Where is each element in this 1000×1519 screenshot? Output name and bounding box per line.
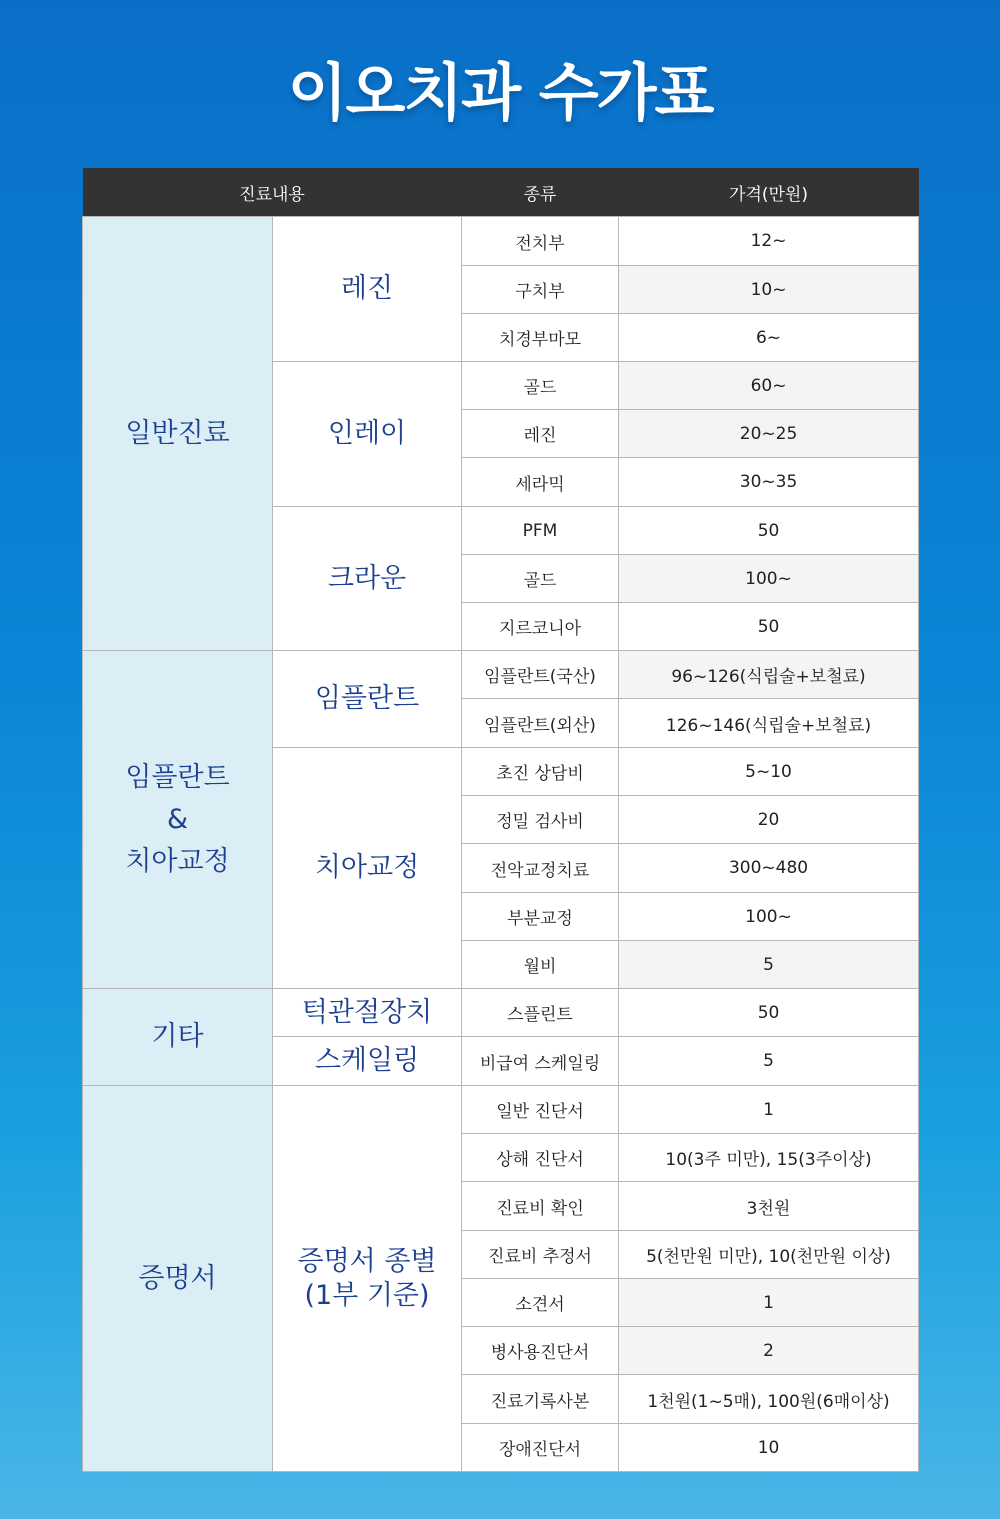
category-certificate: 증명서 (83, 1086, 273, 1472)
subcategory-implant: 임플란트 (273, 651, 462, 748)
subcategory-crown: 크라운 (273, 507, 462, 651)
kind-cell: 장애진단서 (462, 1424, 619, 1472)
header-kind: 종류 (462, 168, 619, 217)
category-etc: 기타 (83, 989, 273, 1086)
subcategory-resin: 레진 (273, 217, 462, 362)
price-cell: 30~35 (619, 458, 919, 507)
kind-cell: 치경부마모 (462, 314, 619, 362)
subcategory-inlay: 인레이 (273, 362, 462, 507)
table-row (83, 217, 919, 266)
table-row (83, 989, 919, 1037)
category-general: 일반진료 (83, 217, 273, 651)
kind-cell: 구치부 (462, 266, 619, 314)
price-cell: 100~ (619, 893, 919, 941)
price-cell: 12~ (619, 217, 919, 266)
category-line: & (166, 803, 189, 835)
kind-cell: 정밀 검사비 (462, 796, 619, 844)
category-implant-ortho (83, 651, 273, 989)
price-cell: 2 (619, 1327, 919, 1375)
subcategory-line: 증명서 종별 (297, 1245, 437, 1277)
price-cell: 50 (619, 989, 919, 1037)
price-cell: 10~ (619, 266, 919, 314)
kind-cell: 일반 진단서 (462, 1086, 619, 1134)
kind-cell: 지르코니아 (462, 603, 619, 651)
kind-cell: 골드 (462, 555, 619, 603)
price-cell: 5(천만원 미만), 10(천만원 이상) (619, 1231, 919, 1279)
kind-cell: 초진 상담비 (462, 748, 619, 796)
kind-cell: 월비 (462, 941, 619, 989)
kind-cell: 소견서 (462, 1279, 619, 1327)
price-cell: 20 (619, 796, 919, 844)
table-row (83, 1086, 919, 1134)
price-cell: 5 (619, 941, 919, 989)
page-title: 이오치과 수가표 (287, 56, 713, 129)
table-row (83, 651, 919, 699)
kind-cell: 임플란트(외산) (462, 699, 619, 748)
price-cell: 10(3주 미만), 15(3주이상) (619, 1134, 919, 1182)
kind-cell: 스플린트 (462, 989, 619, 1037)
subcategory-line: (1부 기준) (304, 1279, 430, 1311)
price-cell: 100~ (619, 555, 919, 603)
kind-cell: 전치부 (462, 217, 619, 266)
price-cell: 6~ (619, 314, 919, 362)
kind-cell: 진료비 추정서 (462, 1231, 619, 1279)
price-cell: 96~126(식립술+보철료) (619, 651, 919, 699)
header-treatment: 진료내용 (83, 168, 462, 217)
price-cell: 50 (619, 507, 919, 555)
kind-cell: 진료기록사본 (462, 1375, 619, 1424)
price-cell: 126~146(식립술+보철료) (619, 699, 919, 748)
kind-cell: 세라믹 (462, 458, 619, 507)
subcategory-cert-types (273, 1086, 462, 1472)
price-table (82, 168, 919, 1472)
category-line: 치아교정 (125, 845, 230, 877)
price-cell: 20~25 (619, 410, 919, 458)
kind-cell: 진료비 확인 (462, 1182, 619, 1231)
price-cell: 1천원(1~5매), 100원(6매이상) (619, 1375, 919, 1424)
header-price: 가격(만원) (619, 168, 919, 217)
price-cell: 5~10 (619, 748, 919, 796)
kind-cell: 병사용진단서 (462, 1327, 619, 1375)
subcategory-tmj: 턱관절장치 (273, 989, 462, 1037)
table-header-row (83, 168, 919, 217)
price-cell: 50 (619, 603, 919, 651)
subcategory-scaling: 스케일링 (273, 1037, 462, 1086)
kind-cell: PFM (462, 507, 619, 555)
price-cell: 60~ (619, 362, 919, 410)
price-cell: 1 (619, 1086, 919, 1134)
price-cell: 1 (619, 1279, 919, 1327)
kind-cell: 전악교정치료 (462, 844, 619, 893)
subcategory-ortho: 치아교정 (273, 748, 462, 989)
kind-cell: 상해 진단서 (462, 1134, 619, 1182)
price-cell: 300~480 (619, 844, 919, 893)
price-cell: 3천원 (619, 1182, 919, 1231)
kind-cell: 골드 (462, 362, 619, 410)
price-cell: 5 (619, 1037, 919, 1086)
price-cell: 10 (619, 1424, 919, 1472)
category-line: 임플란트 (125, 761, 230, 793)
kind-cell: 레진 (462, 410, 619, 458)
kind-cell: 부분교정 (462, 893, 619, 941)
kind-cell: 임플란트(국산) (462, 651, 619, 699)
kind-cell: 비급여 스케일링 (462, 1037, 619, 1086)
